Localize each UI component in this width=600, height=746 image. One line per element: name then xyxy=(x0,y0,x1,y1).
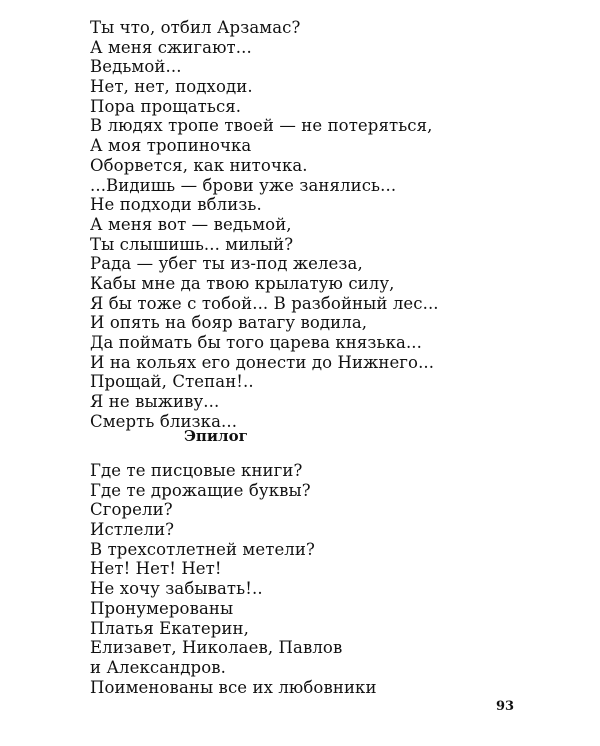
poem-line: И на кольях его донести до Нижнего... xyxy=(90,352,435,372)
poem-line: и Александров. xyxy=(90,657,226,677)
poem-line: Нет! Нет! Нет! xyxy=(90,559,222,579)
poem-line: А моя тропиночка xyxy=(90,136,252,156)
poem-line: Рада — убег ты из-под железа, xyxy=(90,254,363,274)
poem-line: Где те дрожащие буквы? xyxy=(90,480,311,500)
poem-line: Ведьмой... xyxy=(90,57,182,77)
poem-line: Пронумерованы xyxy=(90,598,234,618)
poem-line: Ты что, отбил Арзамас? xyxy=(90,18,301,37)
poem-line: Где те писцовые книги? xyxy=(90,461,303,480)
poem-line: Оборвется, как ниточка. xyxy=(90,155,308,175)
epilogue-stanza xyxy=(90,461,377,697)
poem-line: Не подходи вблизь. xyxy=(90,195,262,215)
epilogue-heading: Эпилог xyxy=(184,427,248,445)
poem-line: Платья Екатерин, xyxy=(90,618,249,638)
poem-line: ...Видишь — брови уже занялись... xyxy=(90,175,397,195)
poem-line: Нет, нет, подходи. xyxy=(90,77,253,97)
poem-line: Не хочу забывать!.. xyxy=(90,579,263,599)
poem-line: Елизавет, Николаев, Павлов xyxy=(90,638,343,658)
poem-line: А меня вот — ведьмой, xyxy=(90,214,292,234)
page-number: 93 xyxy=(496,699,515,714)
poem-line: Пора прощаться. xyxy=(90,96,242,116)
poem-stanza-1 xyxy=(90,18,439,431)
poem-line: Сгорели? xyxy=(90,500,173,520)
poem-line: Да поймать бы того царева князька... xyxy=(90,333,422,352)
poem-line: Истлели? xyxy=(90,520,175,540)
poem-line: В трехсотлетней метели? xyxy=(90,539,315,559)
poem-line: И опять на бояр ватагу водила, xyxy=(90,313,368,333)
poem-line: Кабы мне да твою крылатую силу, xyxy=(90,273,395,293)
poem-line: В людях тропе твоей — не потеряться, xyxy=(90,116,433,136)
poem-line: Я бы тоже с тобой... В разбойный лес... xyxy=(90,293,439,313)
poem-line: Ты слышишь... милый? xyxy=(90,234,294,254)
poem-line: А меня сжигают... xyxy=(90,37,252,57)
poem-line: Я не выживу... xyxy=(90,392,220,412)
poem-line: Поименованы все их любовники xyxy=(90,677,377,697)
poem-line: Смерть близка... xyxy=(90,411,238,431)
poem-line: Прощай, Степан!.. xyxy=(90,372,254,392)
